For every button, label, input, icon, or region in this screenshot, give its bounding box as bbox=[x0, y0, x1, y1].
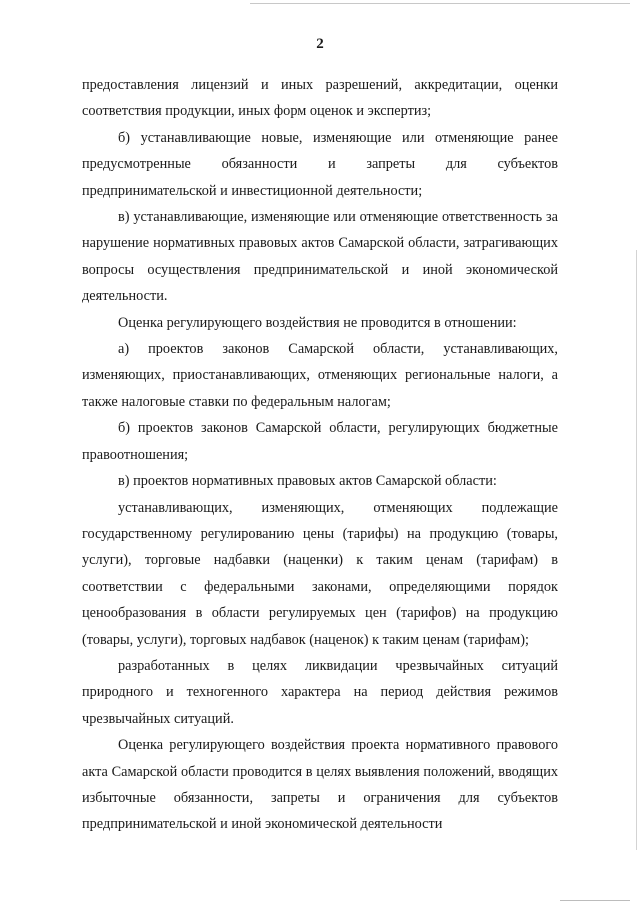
paragraph: в) проектов нормативных правовых актов Самарской области: bbox=[118, 473, 497, 490]
paragraph: б) устанавливающие новые, изменяющие или отменяющие ранее предусмотренные обязанности и запреты для субъектов предпринимательской и инвестиционной деятельности; bbox=[82, 129, 558, 199]
document-body bbox=[82, 72, 558, 838]
paragraph: разработанных в целях ликвидации чрезвычайных ситуаций природного и техногенного характера на период действия режимов чрезвычайных ситуаций. bbox=[82, 657, 558, 727]
paragraph: устанавливающих, изменяющих, отменяющих подлежащие государственному регулированию цены (тарифы) на продукцию (товары, услуги), торговые надбавки (наценки) к таким ценам (тарифам) в соответствии с федеральными законами, определяющими порядок ценообразования в области регулируемых цен (тарифов) на продукцию (товары, услуги), торговых надбавок (наценок) к таким ценам (тарифам); bbox=[82, 499, 558, 648]
paragraph: Оценка регулирующего воздействия не проводится в отношении: bbox=[118, 314, 517, 331]
paragraph: а) проектов законов Самарской области, устанавливающих, изменяющих, приостанавливающих, отменяющих региональные налоги, а также налоговые ставки по федеральным налогам; bbox=[82, 341, 558, 410]
paragraph: предоставления лицензий и иных разрешений, аккредитации, оценки соответствия продукции, иных форм оценок и экспертиз; bbox=[82, 77, 558, 120]
paragraph: Оценка регулирующего воздействия проекта нормативного правового акта Самарской области проводится в целях выявления положений, вводящих избыточные обязанности, запреты и ограничения для субъектов предпринимательской и иной экономической деятельности bbox=[82, 737, 558, 833]
scan-artifact-right bbox=[636, 250, 637, 850]
scan-artifact-bottom bbox=[560, 900, 630, 901]
scan-artifact-top bbox=[250, 3, 630, 4]
paragraph: в) устанавливающие, изменяющие или отменяющие ответственность за нарушение нормативных правовых актов Самарской области, затрагивающих вопросы осуществления предпринимательской и иной экономической деятельности. bbox=[82, 209, 558, 305]
page-number: 2 bbox=[316, 36, 324, 52]
paragraph: б) проектов законов Самарской области, регулирующих бюджетные правоотношения; bbox=[82, 420, 558, 463]
